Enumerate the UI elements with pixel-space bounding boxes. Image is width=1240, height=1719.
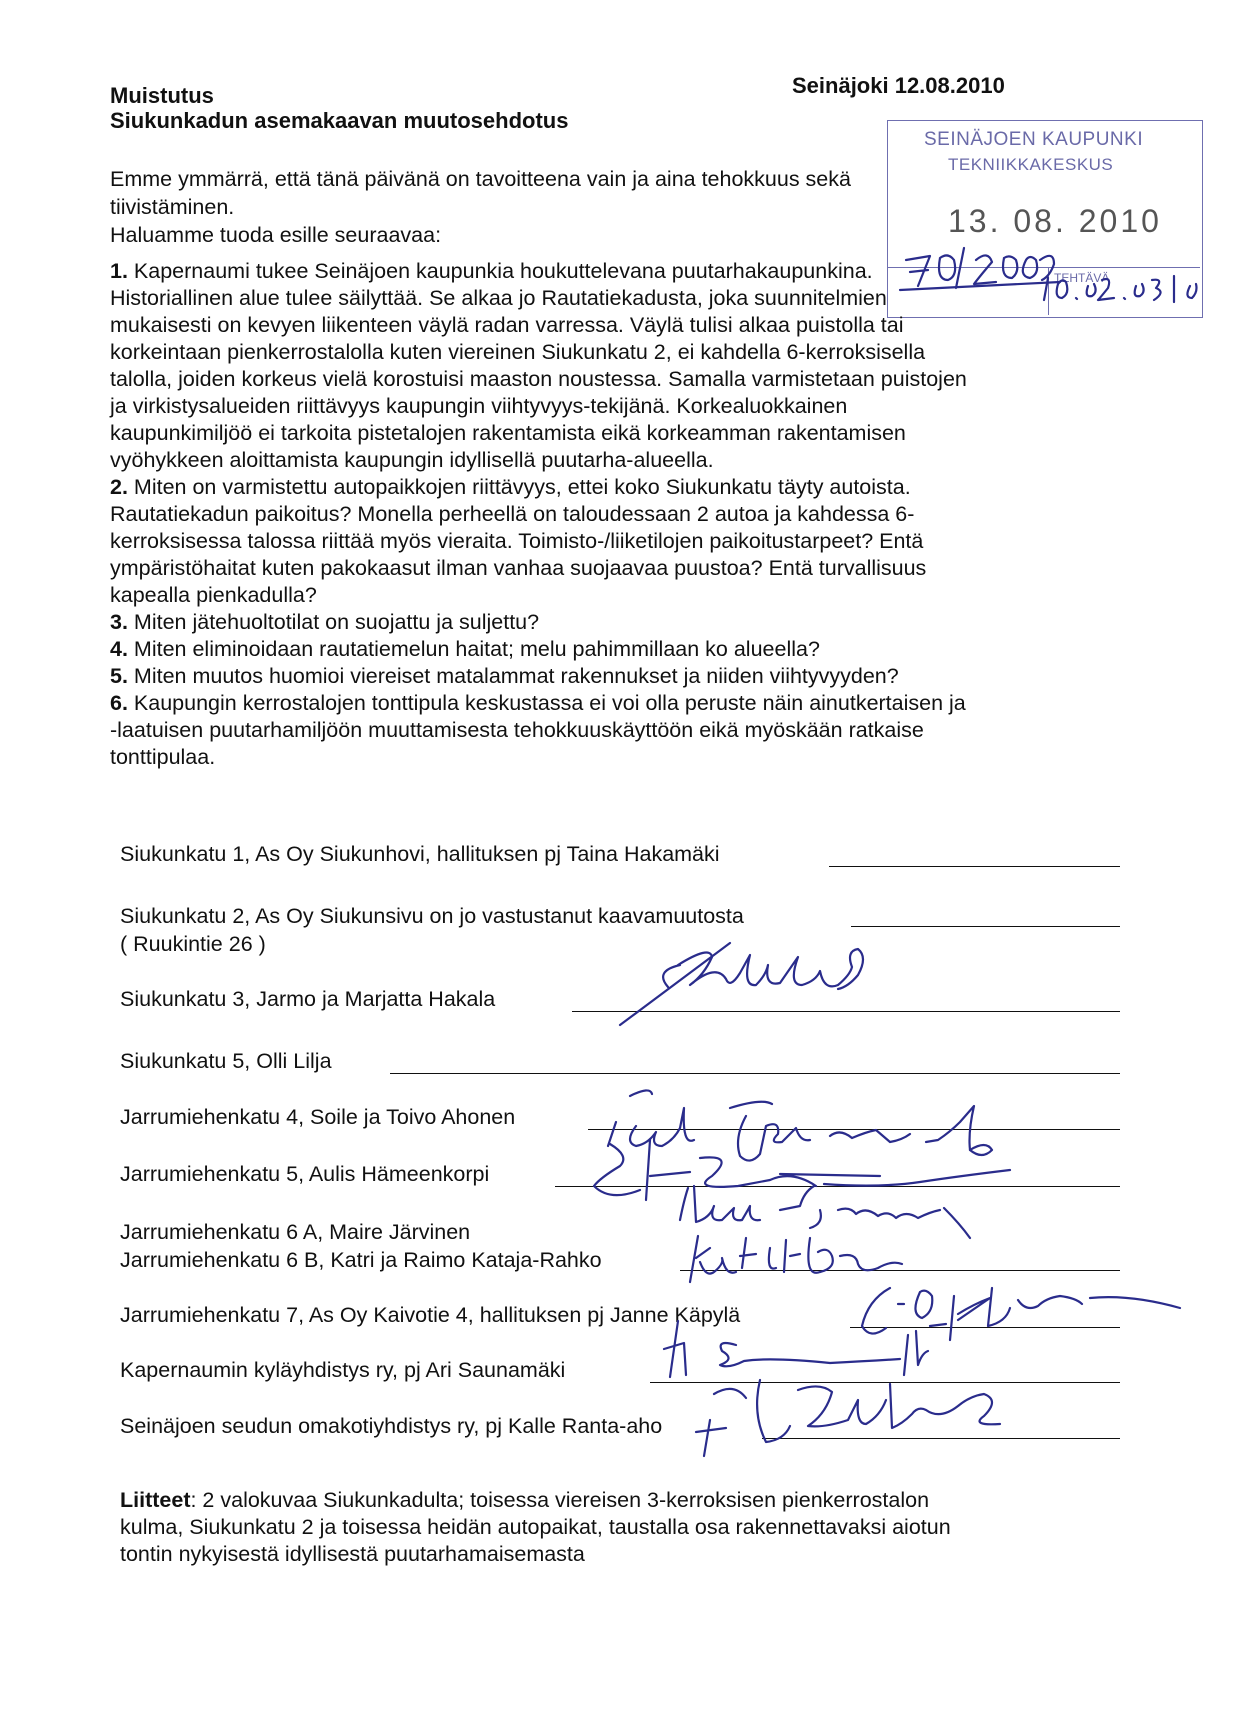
signature-line-4 [390, 1073, 1120, 1074]
point-6-line-3: tonttipulaa. [110, 745, 216, 769]
point-3-text: Miten jätehuoltotilat on suojattu ja suljettu? [133, 610, 540, 634]
signatory-4: Siukunkatu 5, Olli Lilja [120, 1049, 332, 1073]
intro-line-2: tiivistäminen. [110, 195, 235, 219]
point-5-number: 5. [110, 664, 128, 688]
stamp-received-date: 13. 08. 2010 [948, 203, 1162, 239]
point-1-line-6: ja virkistysalueiden riittävyys kaupungin viihtyvyys-tekijänä. Korkealuokkainen [110, 394, 848, 418]
point-1-line-5: talolla, joiden korkeus vielä korostuisi maaston noustessa. Samalla varmistetaan puistojen [110, 367, 967, 391]
point-1-line-1 [110, 257, 873, 286]
point-4-text: Miten eliminoidaan rautatiemelun haitat; melu pahimmillaan ko alueella? [133, 637, 820, 661]
signatory-6: Jarrumiehenkatu 5, Aulis Hämeenkorpi [120, 1162, 490, 1186]
signatory-2-address: ( Ruukintie 26 ) [120, 932, 266, 956]
point-1-line-4: korkeintaan pienkerrostalolla kuten viereinen Siukunkatu 2, ei kahdella 6-kerroksisella [110, 340, 926, 364]
signatory-5: Jarrumiehenkatu 4, Soile ja Toivo Ahonen [120, 1105, 516, 1129]
point-6-text-1: Kaupungin kerrostalojen tonttipula keskustassa ei voi olla peruste näin ainutkertaisen ja [133, 691, 966, 715]
point-2-line-5: kapealla pienkadulla? [110, 583, 317, 607]
signatory-3: Siukunkatu 3, Jarmo ja Marjatta Hakala [120, 987, 496, 1011]
point-6-line-1 [110, 689, 966, 718]
point-4 [110, 635, 820, 664]
attachments-label: Liitteet [120, 1488, 191, 1512]
signature-hakala [620, 935, 920, 1025]
attachments-line-3: tontin nykyisestä idyllisestä puutarhamaisemasta [120, 1542, 585, 1566]
point-2-number: 2. [110, 475, 128, 499]
document-title: Muistutus [110, 83, 214, 108]
point-1-line-8: vyöhykkeen aloittamista kaupungin idyllisellä puutarha-alueella. [110, 448, 714, 472]
point-3 [110, 608, 539, 637]
document-subtitle: Siukunkadun asemakaavan muutosehdotus [110, 108, 569, 133]
stamp-dept: TEKNIIKKAKESKUS [948, 155, 1114, 174]
stamp-field-label: TEHTÄVÄ [1054, 271, 1110, 285]
place-and-date: Seinäjoki 12.08.2010 [792, 73, 1005, 98]
point-1-number: 1. [110, 259, 128, 283]
point-2-line-4: ympäristöhaitat kuten pakokaasut ilman vanhaa suojaavaa puustoa? Entä turvallisuus [110, 556, 927, 580]
intro-line-1: Emme ymmärrä, että tänä päivänä on tavoitteena vain ja aina tehokkuus sekä [110, 167, 851, 191]
point-2-line-1 [110, 473, 911, 502]
point-4-number: 4. [110, 637, 128, 661]
signatory-7: Jarrumiehenkatu 6 A, Maire Järvinen [120, 1220, 471, 1244]
point-6-line-2: -laatuisen puutarhamiljöön muuttamisesta tehokkuuskäyttöön eikä myöskään ratkaise [110, 718, 924, 742]
point-1-line-2: Historiallinen alue tulee säilyttää. Se alkaa jo Rautatiekadusta, joka suunnitelmien [110, 286, 887, 310]
attachments-line-2: kulma, Siukunkatu 2 ja toisessa heidän autopaikat, taustalla osa rakennettavaksi aiotun [120, 1515, 951, 1539]
point-1-line-7: kaupunkimiljöö ei tarkoita pistetalojen rakentamista eikä korkeamman rakentamisen [110, 421, 906, 445]
signatory-9: Jarrumiehenkatu 7, As Oy Kaivotie 4, hallituksen pj Janne Käpylä [120, 1303, 741, 1327]
point-6-number: 6. [110, 691, 128, 715]
stamp-org: SEINÄJOEN KAUPUNKI [924, 129, 1144, 150]
point-5-text: Miten muutos huomioi viereiset matalammat rakennukset ja niiden viihtyvyyden? [133, 664, 899, 688]
intro-line-3: Haluamme tuoda esille seuraavaa: [110, 223, 442, 247]
point-2-line-2: Rautatiekadun paikoitus? Monella perheellä on taloudessaan 2 autoa ja kahdessa 6- [110, 502, 915, 526]
point-3-number: 3. [110, 610, 128, 634]
signatory-11: Seinäjoen seudun omakotiyhdistys ry, pj Kalle Ranta-aho [120, 1414, 663, 1438]
point-2-text-1: Miten on varmistettu autopaikkojen riittävyys, ettei koko Siukunkatu täyty autoista. [133, 475, 911, 499]
handwritten-reference-date [1040, 270, 1240, 306]
point-1-line-3: mukaisesti on kevyen liikenteen väylä radan varressa. Väylä tulisi alkaa puistolla tai [110, 313, 904, 337]
attachments-line-1 [120, 1486, 929, 1515]
signature-line-1 [829, 866, 1120, 867]
point-5 [110, 662, 899, 691]
signatory-1: Siukunkatu 1, As Oy Siukunhovi, hallituksen pj Taina Hakamäki [120, 842, 720, 866]
signature-line-2 [851, 926, 1120, 927]
point-1-text-1: Kapernaumi tukee Seinäjoen kaupunkia houkuttelevana puutarhakaupunkina. [133, 259, 873, 283]
signature-ranta-aho [680, 1370, 1120, 1460]
signatory-2: Siukunkatu 2, As Oy Siukunsivu on jo vastustanut kaavamuutosta [120, 904, 744, 928]
point-2-line-3: kerroksisessa talossa riittää myös vieraita. Toimisto-/liiketilojen paikoitustarpeet? Entä [110, 529, 924, 553]
signatory-8: Jarrumiehenkatu 6 B, Katri ja Raimo Kataja-Rahko [120, 1248, 602, 1272]
signatory-10: Kapernaumin kyläyhdistys ry, pj Ari Saunamäki [120, 1358, 566, 1382]
attachments-text-1: : 2 valokuvaa Siukunkadulta; toisessa viereisen 3-kerroksisen pienkerrostalon [190, 1488, 930, 1512]
